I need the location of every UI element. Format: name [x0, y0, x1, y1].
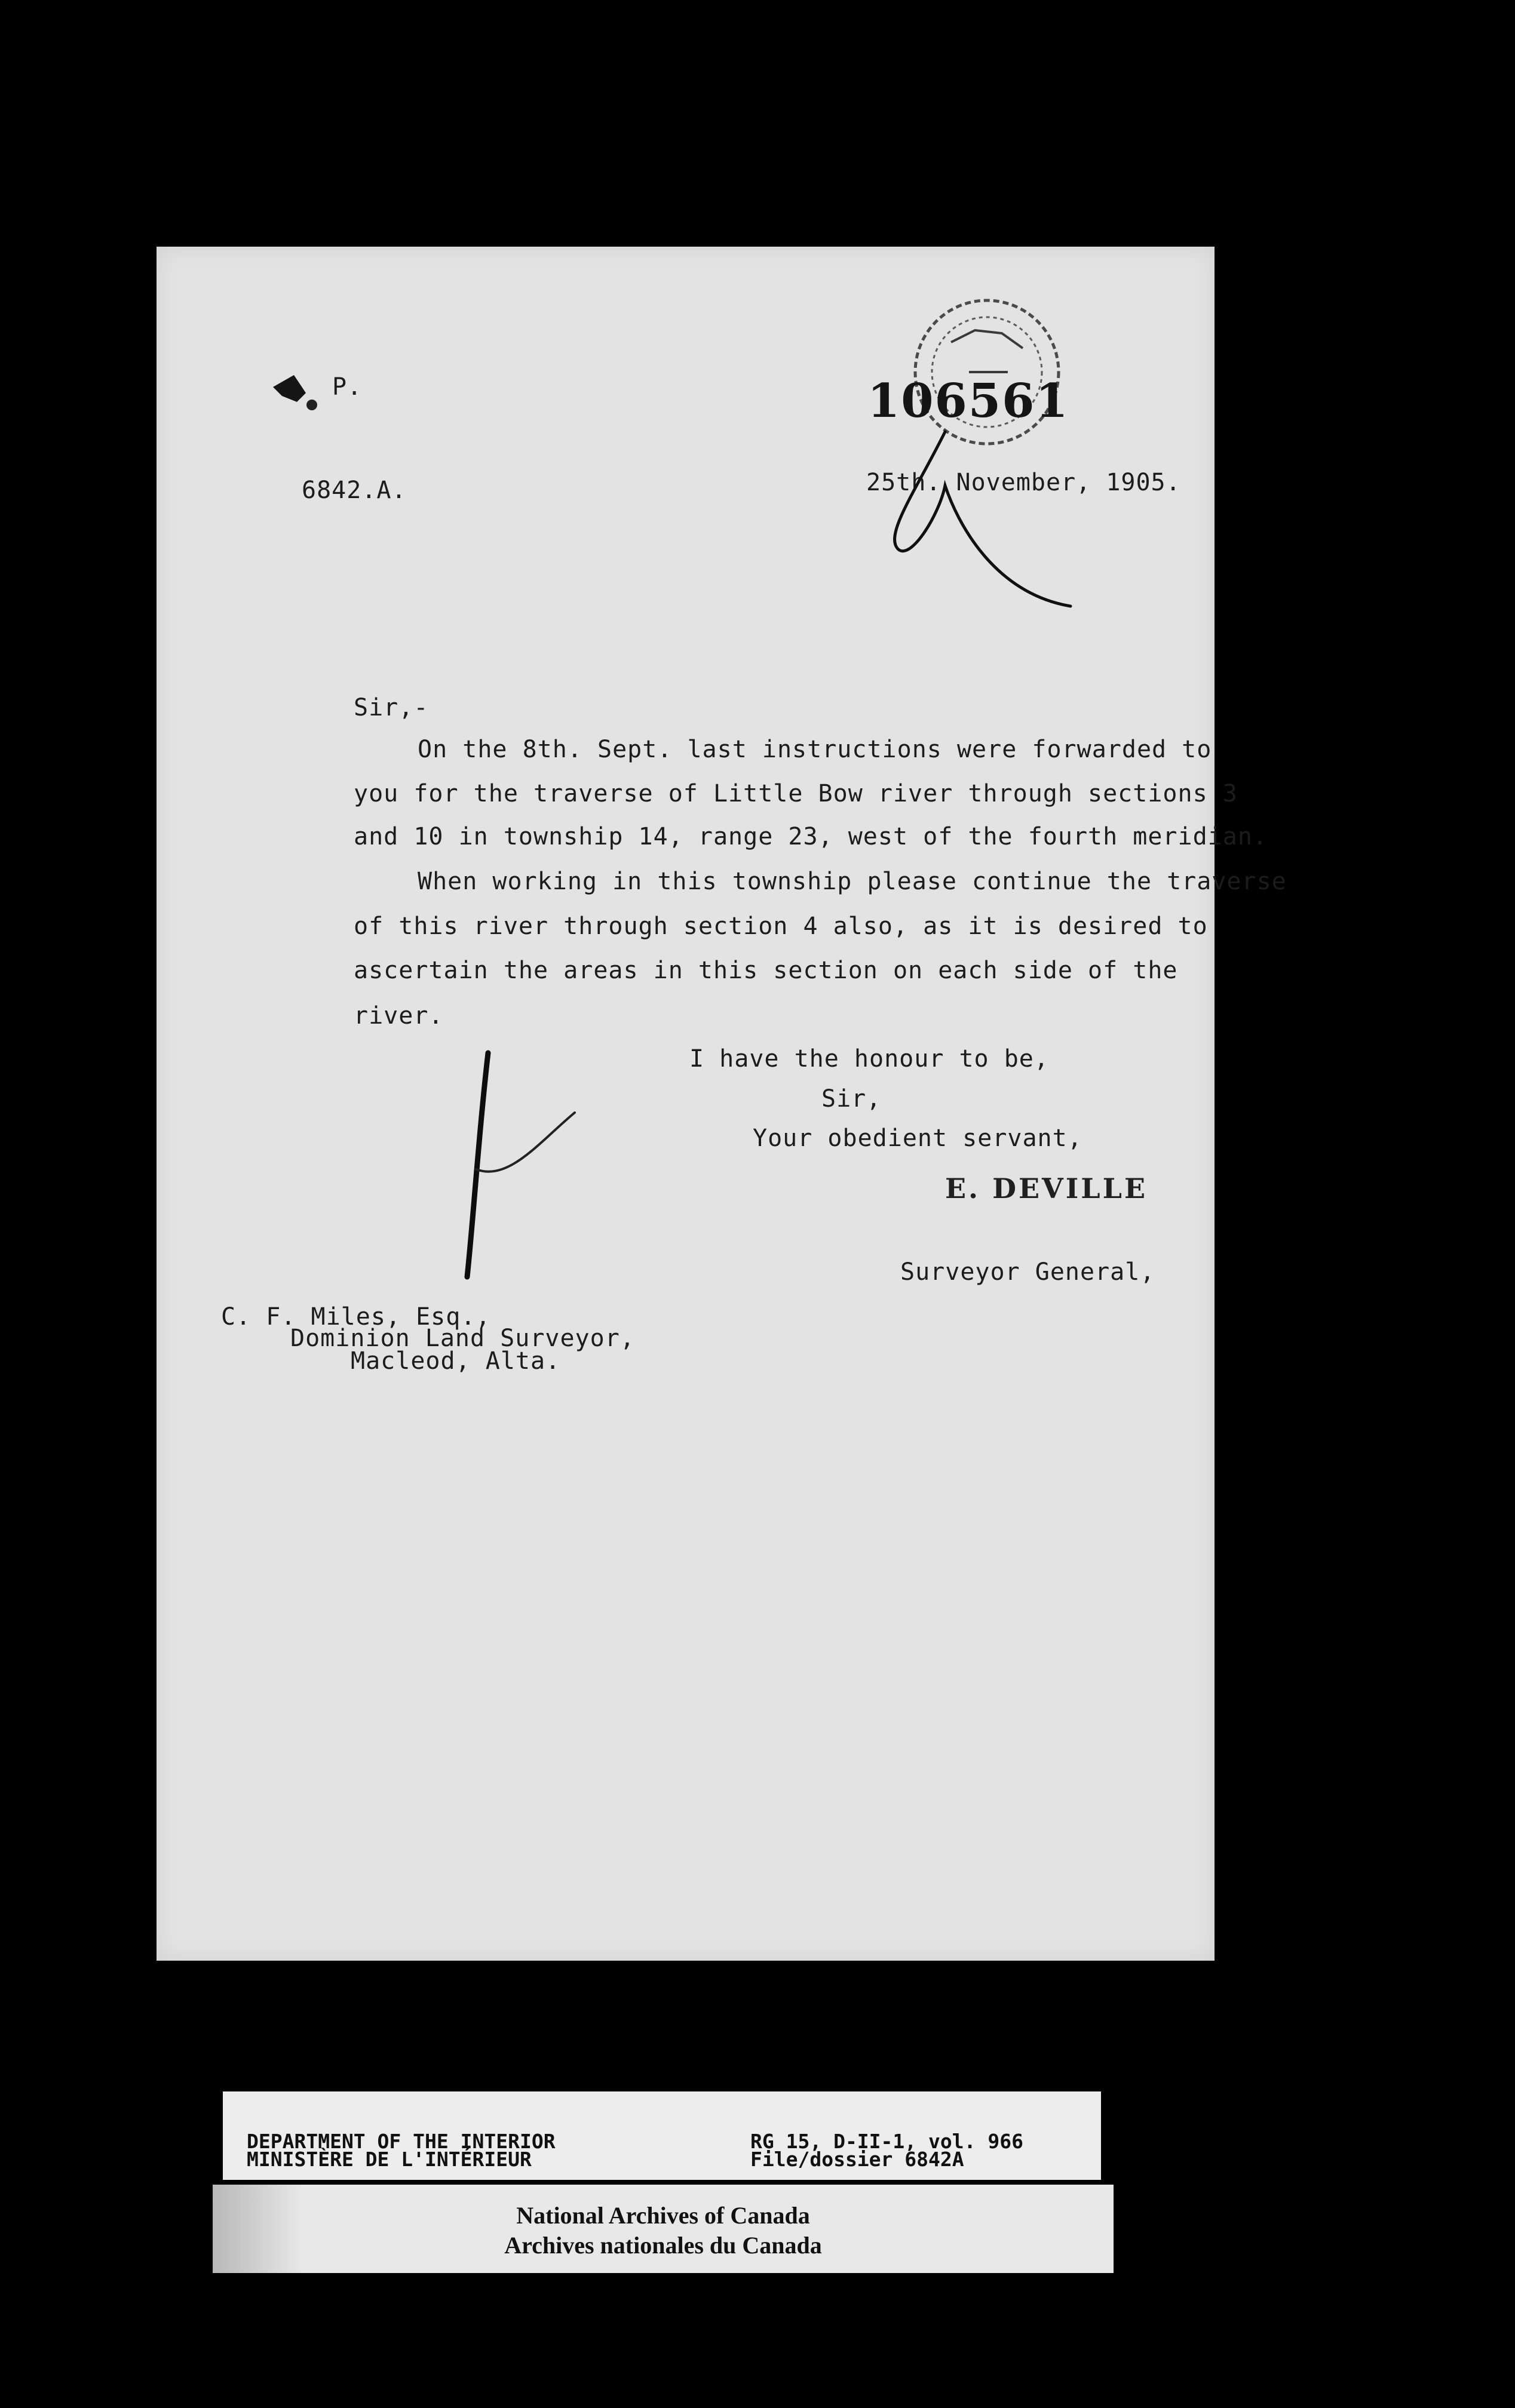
letter-page [157, 247, 1287, 1961]
signature-stamp: E. DEVILLE [945, 1172, 1148, 1205]
letter-date: 25th. November, 1905. [866, 469, 1181, 496]
addressee-location: Macleod, Alta. [351, 1347, 561, 1375]
archives-banner [213, 2185, 1114, 2273]
body-line: of this river through section 4 also, as it is desired to [354, 913, 1208, 940]
archives-name-fr: Archives nationales du Canada [504, 2232, 822, 2259]
body-line: river. [354, 1002, 444, 1030]
closing-line: Sir, [821, 1085, 882, 1113]
body-line: you for the traverse of Little Bow river through sections 3 [354, 780, 1238, 807]
body-line: When working in this township please continue the traverse [418, 868, 1287, 895]
initial-signature-icon [437, 1041, 593, 1292]
file-dossier-ref: File/dossier 6842A [750, 2148, 964, 2171]
file-number: 6842.A. [302, 477, 407, 504]
addressee-name: C. F. Miles, Esq., [221, 1303, 491, 1331]
handwritten-mark-icon [873, 420, 1077, 617]
body-line: and 10 in township 14, range 23, west of the fourth meridian. [354, 823, 1268, 850]
initial-mark: P. [332, 373, 363, 401]
record-group-ref: RG 15, D-II-1, vol. 966 [750, 2130, 1023, 2153]
flag-mark-icon [270, 369, 324, 417]
archives-name-en: National Archives of Canada [516, 2202, 810, 2229]
closing-line: I have the honour to be, [689, 1045, 1049, 1073]
signatory-title: Surveyor General, [900, 1258, 1155, 1286]
body-line: On the 8th. Sept. last instructions were forwarded to [418, 736, 1212, 763]
body-line: ascertain the areas in this section on each side of the [354, 957, 1178, 984]
registry-number: 106561 [867, 374, 1069, 428]
department-fr: MINISTÈRE DE L'INTÉRIEUR [247, 2148, 532, 2171]
salutation: Sir,- [354, 694, 429, 721]
closing-line: Your obedient servant, [753, 1125, 1082, 1152]
addressee-title: Dominion Land Surveyor, [290, 1325, 635, 1352]
archive-reference-label [223, 2091, 1101, 2180]
department-en: DEPARTMENT OF THE INTERIOR [247, 2130, 556, 2153]
